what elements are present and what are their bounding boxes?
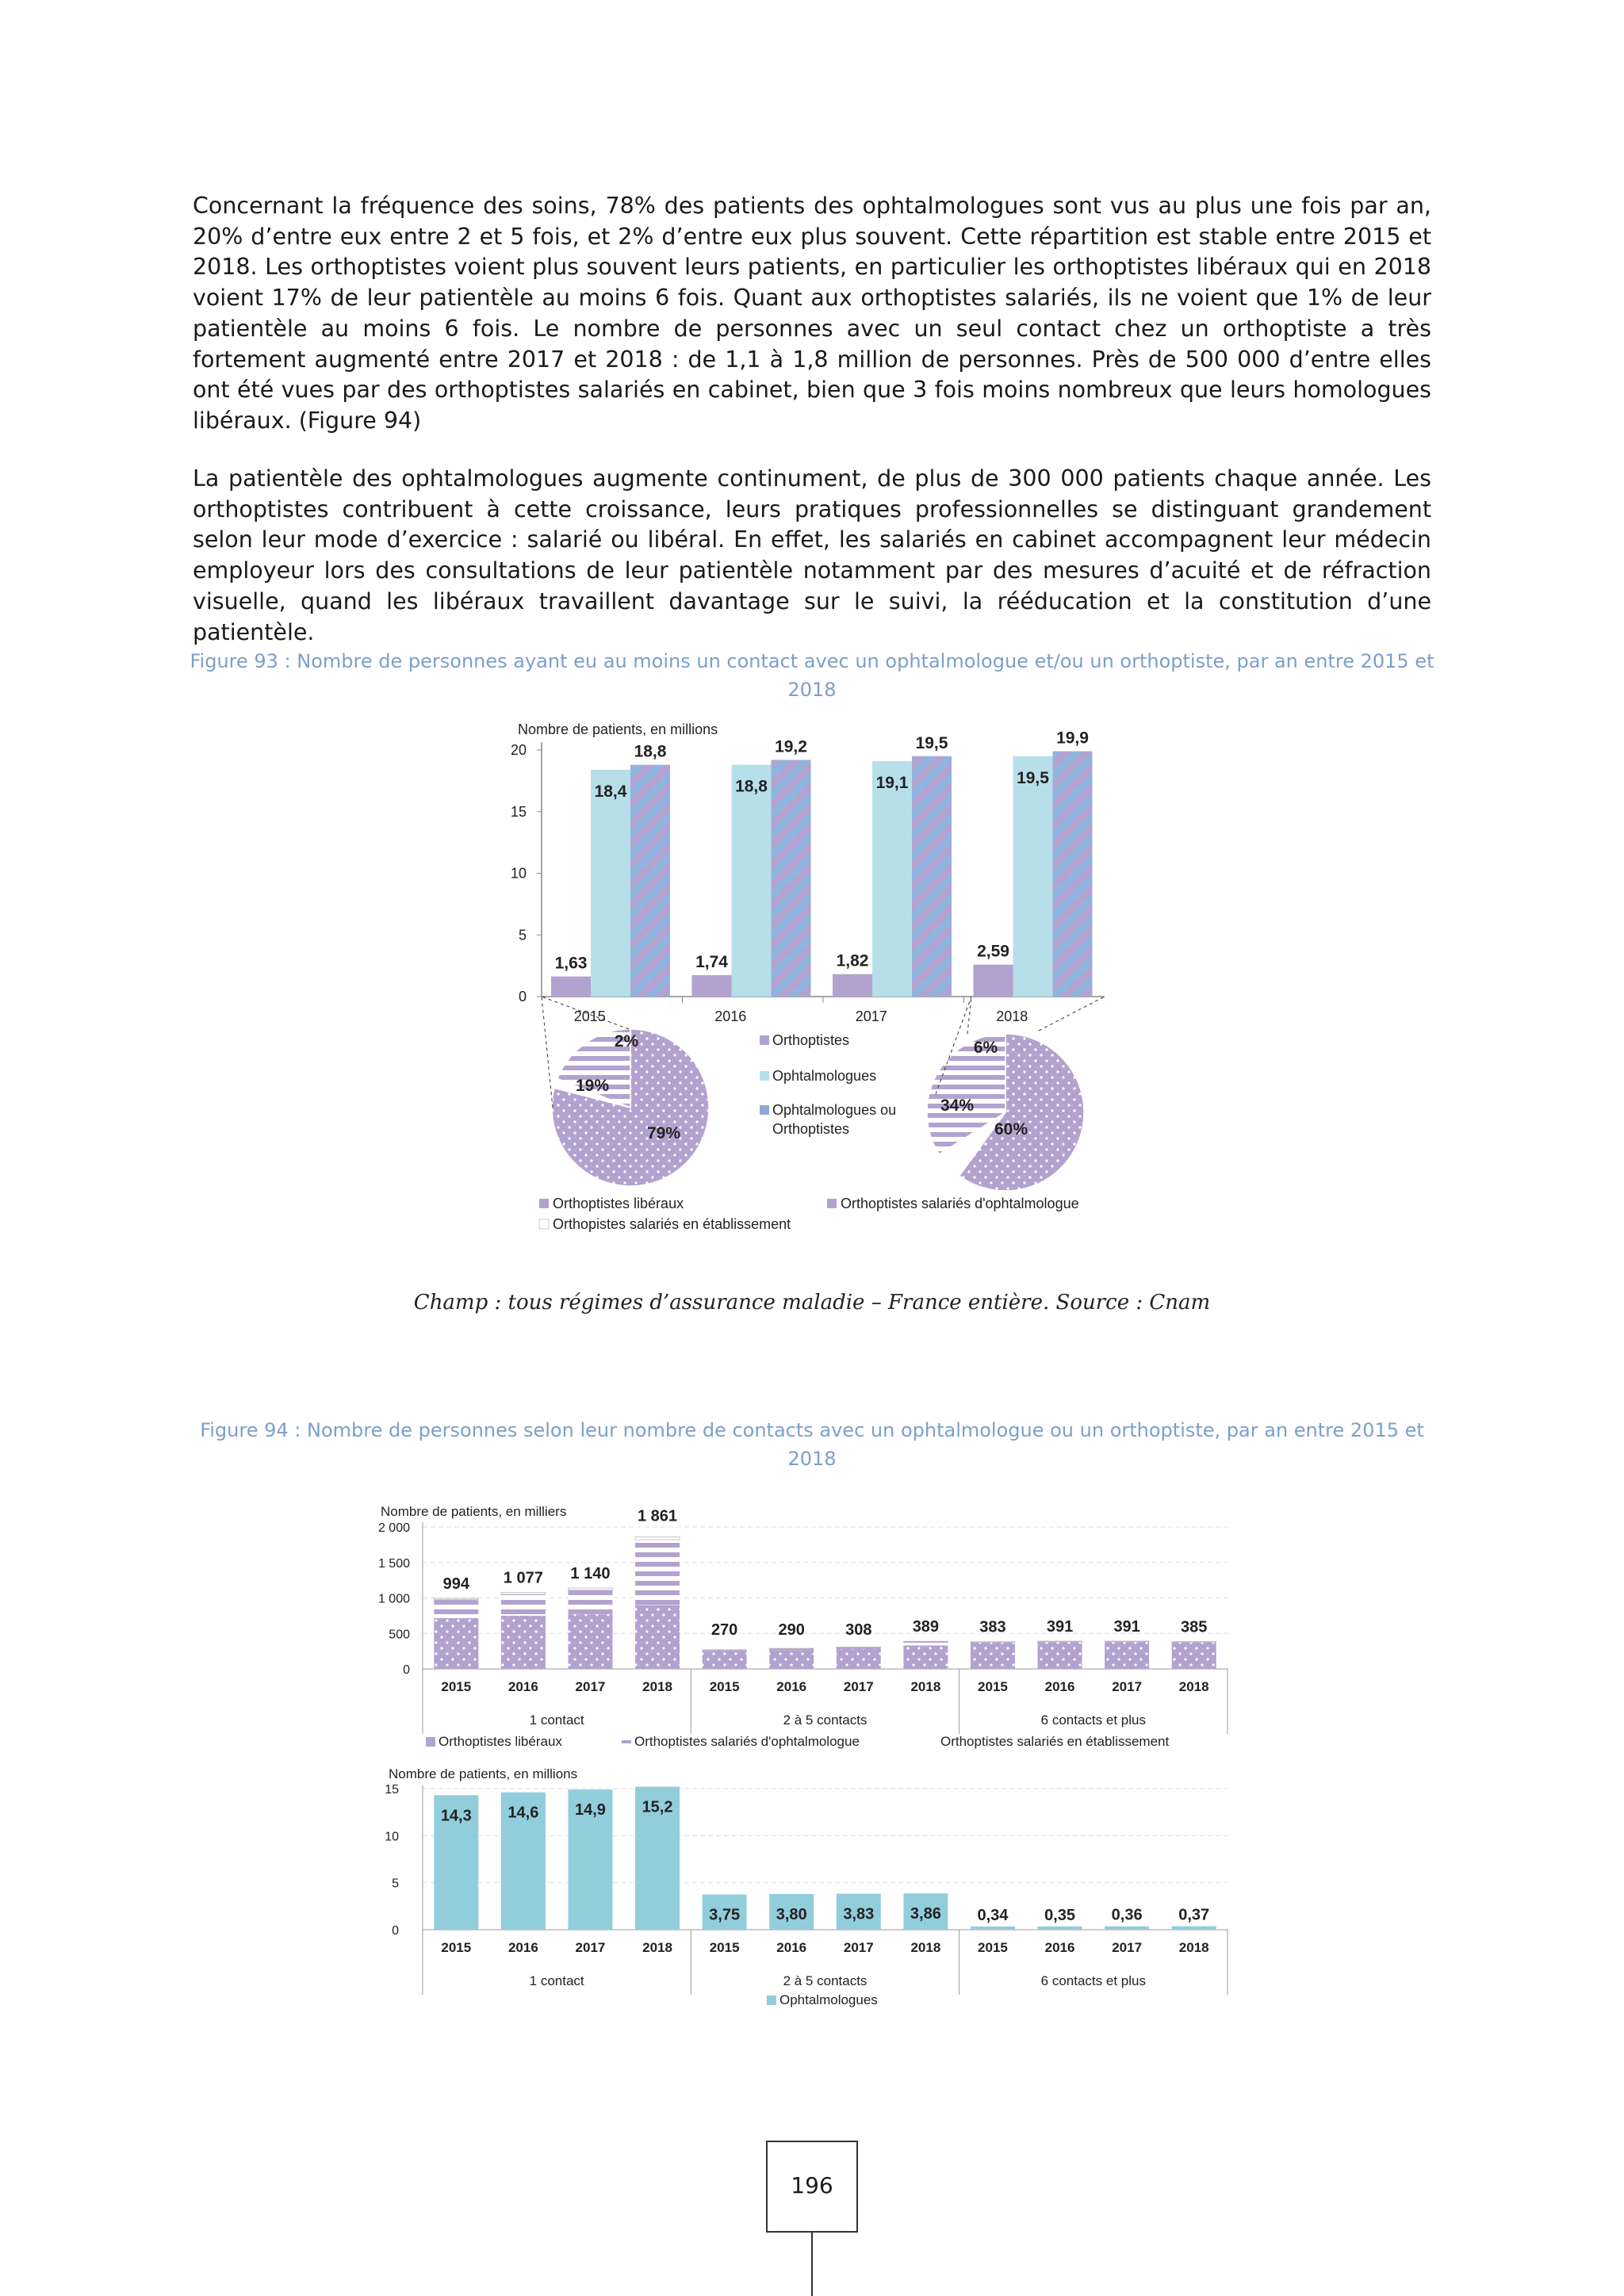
- f94-bottom-ytick: 5: [392, 1877, 399, 1891]
- f94-top-year-tick: 2016: [1044, 1679, 1075, 1694]
- f93-xtick: 2015: [573, 1008, 606, 1024]
- paragraph-1: Concernant la fréquence des soins, 78% des patients des ophtalmologues sont vus au plus une fois par an, 20% d’entre eux entre 2 et 5 fois, et 2% d’entre eux plus souvent. Cette répartition est stable entre 2015 et 2018. Les orthoptistes voient plus souvent leurs patients, en particulier les orthoptistes libéraux qui en 2018 voient 17% de leur patientèle au moins 6 fois. Quant aux orthoptistes salariés, ils ne voient que 1% de leur patientèle au moins 6 fois. Le nombre de personnes avec un seul contact chez un orthoptiste a très fortement augmenté entre 2017 et 2018 : de 1,1 à 1,8 million de personnes. Près de 500 000 d’entre elles ont été vues par des orthoptistes salariés en cabinet, bien que 3 fois moins nombreux que leurs homologues libéraux. (Figure 94): [193, 193, 1431, 434]
- f94-top-legend-item: Orthoptistes libéraux: [439, 1734, 562, 1749]
- f93-xtick: 2017: [855, 1008, 887, 1024]
- f94-top-bar-0: [703, 1651, 747, 1669]
- f94-top-bar-0: [903, 1645, 948, 1669]
- f94-top-total-label: 308: [845, 1621, 872, 1639]
- f94-top-ytick: 2 000: [377, 1521, 410, 1535]
- figure94-chart: [0, 1495, 1624, 2019]
- f93-legend-item: Orthoptistes: [772, 1121, 850, 1137]
- f94-bottom-data-label: 14,3: [440, 1807, 472, 1825]
- pie15-label: 79%: [646, 1124, 681, 1142]
- f94-top-total-label: 391: [1046, 1618, 1074, 1636]
- pie15-label: 19%: [575, 1077, 610, 1095]
- f94-top-bar-1: [434, 1600, 478, 1618]
- f94-top-legend-swatch: [622, 1740, 631, 1743]
- f94-top-total-label: 385: [1181, 1618, 1208, 1636]
- f94-bottom-data-label: 14,6: [508, 1804, 539, 1822]
- f94-top-bar-2: [501, 1593, 546, 1594]
- f94-bottom-year-tick: 2015: [709, 1940, 740, 1955]
- pie18-connector: [1039, 997, 1105, 1031]
- f94-top-legend-item: Orthoptistes salariés d'ophtalmologue: [634, 1734, 860, 1749]
- f94-top-group-label: 6 contacts et plus: [1040, 1712, 1146, 1728]
- f94-bottom-year-tick: 2018: [642, 1940, 672, 1955]
- f93-bar-2: [1053, 752, 1093, 997]
- f93-legend-swatch: [760, 1035, 769, 1045]
- f93-data-label: 1,74: [695, 952, 728, 971]
- f94-bottom-data-label: 15,2: [642, 1798, 673, 1816]
- f94-top-legend-swatch: [928, 1737, 937, 1747]
- f94-top-year-tick: 2018: [642, 1679, 672, 1694]
- f94-bottom-year-tick: 2015: [978, 1940, 1008, 1955]
- pie-legend-item: Orthoptistes libéraux: [553, 1196, 684, 1211]
- f93-bar-0: [974, 965, 1013, 997]
- f94-bottom-bar: [971, 1927, 1015, 1930]
- f94-bottom-year-tick: 2016: [1044, 1940, 1075, 1955]
- f94-top-total-label: 1 861: [638, 1507, 678, 1525]
- f94-top-bar-0: [769, 1650, 814, 1669]
- f94-top-bar-0: [501, 1616, 546, 1669]
- f94-top-year-tick: 2018: [1178, 1679, 1209, 1694]
- pie18-label: 60%: [994, 1120, 1028, 1138]
- f93-data-label: 19,5: [1017, 768, 1049, 787]
- f93-bar-0: [692, 975, 732, 997]
- f93-legend-item: Ophtalmologues: [772, 1068, 877, 1084]
- f94-bottom-year-tick: 2016: [776, 1940, 807, 1955]
- pie-legend-item: Orthopistes salariés en établissement: [553, 1216, 791, 1232]
- pie15-connector: [542, 997, 553, 1108]
- f93-data-label: 1,82: [836, 951, 869, 970]
- f93-legend-swatch: [760, 1071, 769, 1081]
- f94-bottom-year-tick: 2017: [575, 1940, 606, 1955]
- f94-bottom-data-label: 0,34: [977, 1906, 1009, 1924]
- f94-bottom-ytick: 0: [392, 1924, 399, 1938]
- pie15-label: 2%: [614, 1032, 639, 1050]
- f94-top-bar-1: [635, 1540, 680, 1605]
- page-number-line: [811, 2233, 813, 2296]
- f94-bottom-ytick: 15: [385, 1783, 399, 1797]
- f94-top-ylabel: Nombre de patients, en milliers: [381, 1504, 567, 1519]
- f94-bottom-data-label: 3,75: [709, 1906, 741, 1924]
- f94-bottom-data-label: 3,80: [776, 1905, 807, 1923]
- f94-top-ytick: 1 500: [377, 1556, 410, 1571]
- pie-legend-swatch: [827, 1199, 837, 1208]
- f94-top-legend-swatch: [426, 1737, 435, 1747]
- f94-top-year-tick: 2017: [1112, 1679, 1143, 1694]
- f93-bar-1: [872, 761, 912, 997]
- f94-top-year-tick: 2015: [441, 1679, 472, 1694]
- f93-ytick: 10: [510, 865, 527, 882]
- f93-data-label: 19,1: [875, 773, 909, 792]
- f93-data-label: 19,5: [915, 733, 948, 752]
- f94-bottom-legend-swatch: [767, 1996, 776, 2005]
- f94-top-bar-0: [837, 1649, 881, 1669]
- f94-top-bar-0: [434, 1618, 478, 1669]
- f94-bottom-data-label: 0,35: [1044, 1906, 1076, 1924]
- f93-bar-0: [833, 974, 872, 997]
- f93-bar-2: [772, 760, 811, 997]
- f94-top-bar-0: [568, 1614, 612, 1669]
- f94-bottom-year-tick: 2017: [843, 1940, 874, 1955]
- pie-legend-swatch: [539, 1219, 549, 1229]
- f94-top-total-label: 1 077: [503, 1569, 543, 1587]
- f93-bar-1: [1013, 756, 1053, 997]
- f94-top-ytick: 1 000: [377, 1592, 410, 1606]
- f94-bottom-legend-item: Ophtalmologues: [779, 1992, 878, 2007]
- page-number: 196: [766, 2141, 858, 2233]
- f94-top-bar-0: [1172, 1643, 1216, 1669]
- f94-top-bar-0: [635, 1605, 680, 1669]
- f94-bottom-data-label: 0,37: [1178, 1906, 1210, 1924]
- f94-top-total-label: 290: [778, 1621, 805, 1639]
- f94-top-total-label: 994: [442, 1575, 469, 1594]
- f93-ytick: 0: [518, 989, 527, 1004]
- f94-top-year-tick: 2017: [575, 1679, 606, 1694]
- figure93-chart: [0, 714, 1624, 1300]
- f93-data-label: 19,9: [1056, 729, 1089, 748]
- f94-top-total-label: 383: [979, 1618, 1006, 1636]
- f94-top-bar-0: [1038, 1642, 1082, 1669]
- f94-top-ytick: 500: [389, 1628, 410, 1642]
- f94-top-total-label: 1 140: [570, 1564, 611, 1582]
- f94-top-year-tick: 2016: [508, 1679, 538, 1694]
- f93-ytick: 20: [510, 742, 527, 758]
- f94-bottom-data-label: 3,86: [910, 1905, 941, 1923]
- f93-ytick: 15: [510, 803, 527, 820]
- f94-top-legend-item: Orthoptistes salariés en établissement: [940, 1734, 1170, 1749]
- f94-top-total-label: 389: [912, 1618, 940, 1636]
- f93-ylabel: Nombre de patients, en millions: [518, 721, 718, 737]
- f94-top-bar-2: [568, 1588, 612, 1590]
- f94-bottom-bar: [1038, 1927, 1082, 1930]
- f93-data-label: 19,2: [775, 737, 807, 756]
- f94-top-bar-1: [568, 1590, 612, 1614]
- f94-top-bar-1: [903, 1641, 948, 1645]
- f93-bar-1: [591, 770, 630, 997]
- f93-data-label: 18,8: [634, 742, 667, 761]
- f94-bottom-year-tick: 2017: [1112, 1940, 1143, 1955]
- f93-data-label: 1,63: [554, 954, 588, 973]
- f94-bottom-bar: [1172, 1927, 1216, 1930]
- f94-bottom-bar: [1105, 1927, 1149, 1930]
- figure94-caption: Figure 94 : Nombre de personnes selon leur nombre de contacts avec un ophtalmologue ou un orthoptiste, par an entre 2015 et 2018: [200, 1419, 1424, 1470]
- f93-bar-1: [732, 765, 772, 997]
- f94-bottom-year-tick: 2015: [441, 1940, 472, 1955]
- f94-top-total-label: 391: [1113, 1618, 1140, 1636]
- figure93-caption: Figure 93 : Nombre de personnes ayant eu au moins un contact avec un ophtalmologue et/ou un orthoptiste, par an entre 2015 et 2018: [190, 650, 1434, 701]
- f94-bottom-group-label: 2 à 5 contacts: [783, 1973, 868, 1988]
- f94-top-year-tick: 2017: [843, 1679, 874, 1694]
- f94-top-bar-0: [971, 1643, 1015, 1669]
- f94-bottom-data-label: 0,36: [1111, 1906, 1143, 1924]
- f93-bar-2: [912, 756, 952, 997]
- f94-bottom-group-label: 1 contact: [529, 1973, 584, 1988]
- f93-legend-item: Ophtalmologues ou: [772, 1102, 897, 1118]
- f94-bottom-ylabel: Nombre de patients, en millions: [389, 1766, 578, 1781]
- pie-legend-item: Orthoptistes salariés d'ophtalmologue: [841, 1196, 1079, 1211]
- f94-bottom-group-label: 6 contacts et plus: [1040, 1973, 1146, 1988]
- f93-legend-item: Orthoptistes: [772, 1032, 850, 1048]
- f94-top-bar-0: [1105, 1642, 1149, 1669]
- f94-top-year-tick: 2015: [709, 1679, 740, 1694]
- f94-top-bar-1: [501, 1594, 546, 1616]
- f94-bottom-data-label: 14,9: [574, 1801, 606, 1820]
- f94-bottom-year-tick: 2016: [508, 1940, 538, 1955]
- pie-legend-swatch: [539, 1199, 549, 1208]
- paragraph-2: La patientèle des ophtalmologues augmente continument, de plus de 300 000 patients chaque année. Les orthoptistes contribuent à cette croissance, leurs pratiques professionnelles se distinguant grandement selon leur mode d’exercice : salarié ou libéral. En effet, les salariés en cabinet accompagnent leur médecin employeur lors des consultations de leur patientèle notamment par des mesures d’acuité et de réfraction visuelle, quand les libéraux travaillent davantage sur le suivi, la rééducation et la constitution d’une patientèle.: [193, 465, 1431, 645]
- f94-top-bar-2: [635, 1536, 680, 1540]
- f94-top-group-label: 1 contact: [529, 1712, 584, 1728]
- f93-ytick: 5: [518, 927, 527, 943]
- f93-bar-2: [630, 765, 670, 997]
- f94-bottom-data-label: 3,83: [843, 1905, 875, 1923]
- f93-data-label: 18,8: [735, 777, 768, 796]
- figure93-source: Champ : tous régimes d’assurance maladie – France entière. Source : Cnam: [413, 1291, 1211, 1314]
- f94-top-total-label: 270: [710, 1621, 738, 1639]
- pie18-label: 6%: [973, 1039, 998, 1057]
- f94-top-group-label: 2 à 5 contacts: [783, 1712, 868, 1728]
- pie18-label: 34%: [940, 1096, 975, 1115]
- f94-bottom-year-tick: 2018: [1178, 1940, 1209, 1955]
- f94-top-ytick: 0: [403, 1663, 410, 1677]
- f94-top-year-tick: 2016: [776, 1679, 807, 1694]
- f94-bottom-year-tick: 2018: [910, 1940, 941, 1955]
- f94-bottom-ytick: 10: [385, 1830, 399, 1844]
- f94-top-bar-2: [434, 1598, 478, 1600]
- f93-data-label: 2,59: [977, 942, 1009, 961]
- f94-top-year-tick: 2018: [910, 1679, 941, 1694]
- f93-xtick: 2016: [714, 1008, 747, 1024]
- f93-data-label: 18,4: [594, 782, 627, 801]
- f93-bar-0: [551, 977, 591, 997]
- f93-legend-swatch: [760, 1105, 769, 1115]
- f93-xtick: 2018: [996, 1008, 1028, 1024]
- f94-top-year-tick: 2015: [978, 1679, 1008, 1694]
